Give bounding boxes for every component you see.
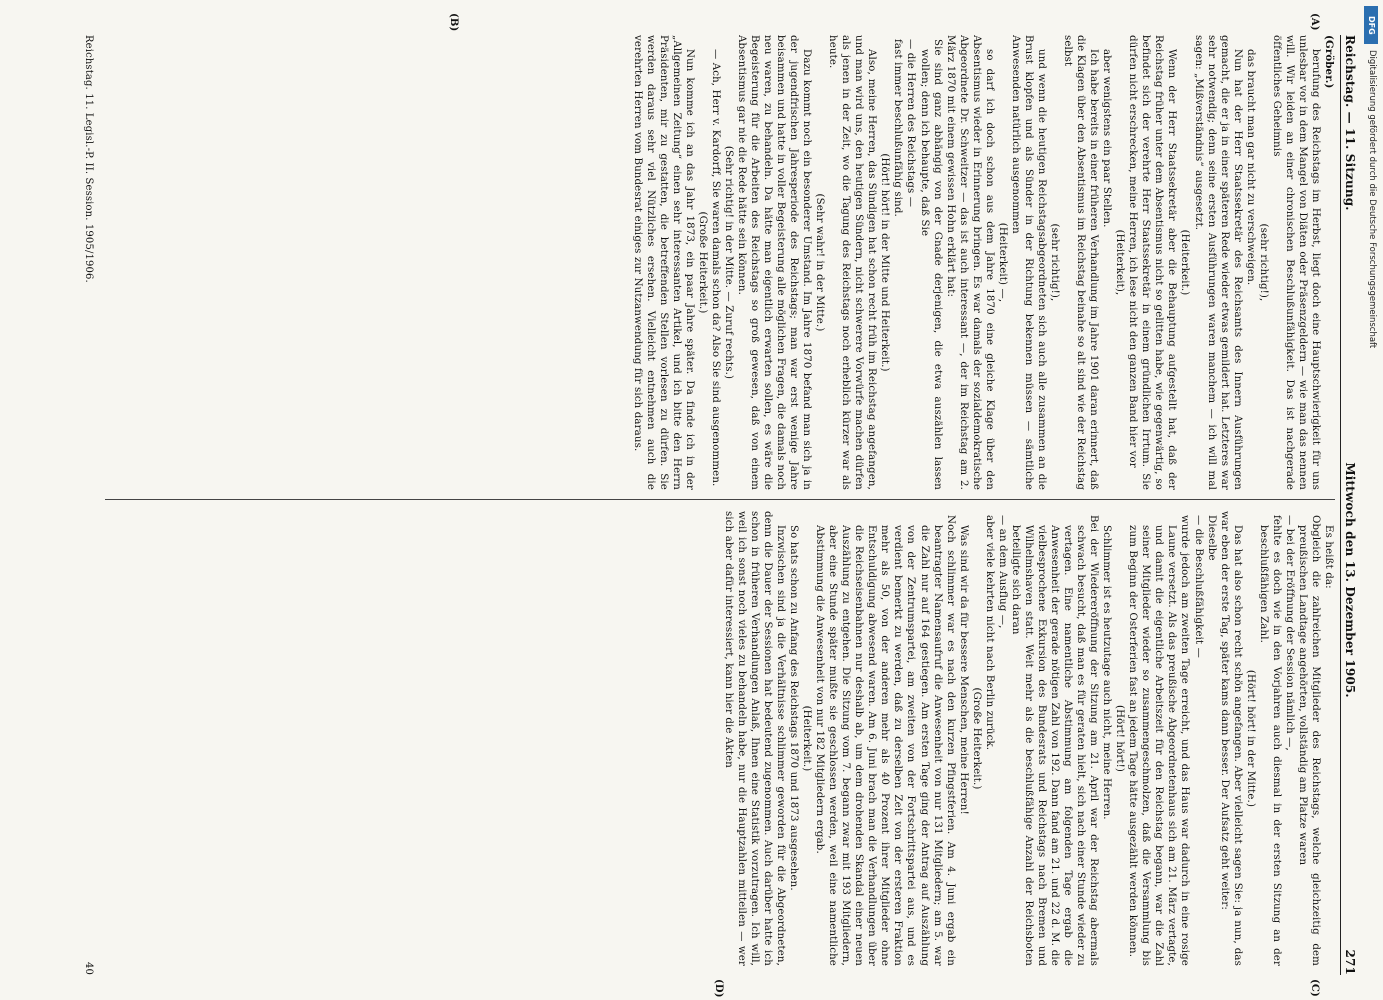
paragraph: So hats schon zu Anfang des Reichstags 1870 und 1873 ausgesehen. [788, 525, 800, 891]
paragraph: berufung des Reichstags im Herbst, liegt doch eine Hauptschwierigkeit für uns unlesbar vor in dem Mangel von Diäten oder Präsenzgeldern — wie man das nennen will. Wir leiden an einer chronischen Beschlußunfähigkeit. Das ist nachgerade öffentliches Geheimnis [1270, 35, 1321, 490]
margin-mark-c: (C) [1309, 979, 1320, 997]
interjection: (Große Heiterkeit.) [970, 687, 982, 790]
quotation-aside: — an dem Ausflug —, [996, 515, 1008, 629]
interjection: (Hört! hört!) [1114, 705, 1126, 772]
document-page [35, 13, 1365, 998]
paragraph: Was sind wir da für bessere Menschen, meine Herren! [957, 525, 969, 815]
interjection: (Große Heiterkeit.) [696, 211, 708, 314]
quotation: wurde jedoch am zweiten Tage erreicht, und das Haus war dadurch in eine rosige Laune versetzt. Als das preußische Abgeordnetenhaus sich am 21. März vertagte, und damit die eigentliche Arbeitszeit für den Reichstag begann, war die Zahl seiner Mitglieder wieder so zusammengeschmolzen, daß die Versammlung bis zum Beginn der Osterferien fast an jedem Tage hätte ausgezählt werden können. [1127, 515, 1191, 966]
page-footer [82, 35, 95, 975]
interjection: (Heiterkeit.) [801, 705, 813, 772]
interjection: (Sehr richtig! in der Mitte. — Zuruf rechts.) [722, 145, 734, 380]
paragraph: Also, meine Herren, das Sündigen hat schon recht früh im Reichstag angefangen, und man wird uns, den heutigen Sündern, nicht schwerere Vorwürfe machen dürfen als jenen in der Zeit, wo die Tagung des Reichstags noch erheblich kürzer war als heute. [827, 35, 878, 490]
quotation: Bei der Wiedereröffnung der Sitzung am 21. April war der Reichstag abermals schwach besucht, daß man es für geraten hielt, sich nach einer Stunde wieder zu vertagen. Eine namentliche Abstimmung am folgenden Tage ergab die Anwesenheit der gerade nötigen Zahl von 192. Dann fand am 21. und 22 d. M. die vielbesprochene Exkursion des Bundesrats und Reichstags nach Bremen und Wilhelmshaven statt. Weit mehr als die beschlußfähige Anzahl der Reichsboten beteiligte sich daran [1009, 515, 1100, 966]
quotation: fast immer beschlußunfähig sind. [892, 39, 904, 217]
quotation-aside: — bei der Eröffnung der Session nämlich —, [1283, 515, 1295, 751]
paragraph: — Ach, Herr v. Kardorff, Sie waren damals schon da? Also Sie sind ausgenommen. [709, 49, 721, 487]
paragraph: aber wenigstens ein paar Stellen. [1101, 49, 1113, 228]
paragraph: Nun hat der Herr Staatssekretär des Reichsamts des Innern Ausführungen gemacht, die er ja in einer späteren Rede wieder etwas gemildert hat. Letzteres war sehr notwendig; denn seine ersten Ausführungen waren manchem — ich will mal sagen: „Mißverständnis“ ausgesetzt. [1192, 35, 1243, 490]
paragraph: Inzwischen sind ja die Verhältnisse schlimmer geworden für die Abgeordneten, denn die Dauer der Sessionen hat bedeutend zugenommen. Auch darüber hatte ich schon in früheren Verhandlungen Anlaß, Ihnen eine Statistik vorzutragen. Ich will, weil ich sonst noch vieles zu behandeln habe, nur die Hauptzahlen mitteilen — wer sich aber dafür interessiert, kann hier die Akten [722, 511, 787, 966]
interjection: (Sehr wahr! in der Mitte.) [814, 193, 826, 332]
right-column [100, 511, 1335, 966]
header-rule [1340, 35, 1341, 975]
margin-mark-d: (D) [713, 979, 724, 998]
paragraph: Nun komme ich an das Jahr 1873, ein paar Jahre später. Da finde ich in der „Allgemeinen Zeitung“ einen sehr interessanten Artikel, und ich bitte den Herrn Präsidenten, mir zu gestatten, die betreffenden Stellen vorlesen zu dürfen. Sie werden daraus sehr viel Nützliches ersehen. Vielleicht entnehmen auch die verehrten Herren vom Bundesrat einiges zur Nutzanwendung für sich daraus. [631, 35, 695, 490]
paragraph: Das hat also schon recht schön angefangen. Aber vielleicht sagen Sie: ja nun, das war eben der erste Tag, später kams dann besser. Der Aufsatz geht weiter: [1218, 511, 1243, 966]
interjection: (Hört! hört! in der Mitte und Heiterkeit.) [879, 153, 891, 372]
margin-mark-a: (A) [1309, 13, 1320, 31]
interjection: (Hört! hört! in der Mitte.) [1244, 669, 1256, 808]
quotation: Obgleich die zahlreichen Mitglieder des Reichstags, welche gleichzeitig dem preußischen Landtage angehörten, vollständig am Platze waren [1296, 515, 1321, 966]
margin-mark-b: (B) [448, 13, 459, 32]
paragraph: und wenn die heutigen Reichstagsabgeordneten sich auch alle zusammen an die Brust klopfen und als Sünder in der Richtung bekennen müssen — sämtliche Anwesenden natürlich ausgenommen [1009, 35, 1047, 490]
interjection: (Heiterkeit.) [1179, 229, 1191, 296]
quotation: aber viele kehrten nicht nach Berlin zurück. [983, 515, 995, 751]
digitization-credit: Digitalisierung gefördert durch die Deutsche Forschungsgemeinschaft [1367, 50, 1377, 349]
quotation: fehlte es doch wie in den Vorjahren auch diesmal in der ersten Sitzung an der beschlußfähigen Zahl. [1257, 515, 1282, 966]
column-divider [105, 499, 1335, 500]
footer-sheet-number: 40 [83, 961, 94, 975]
quotation-aside: — die Beschlußfähigkeit — [1192, 515, 1204, 659]
paragraph: Es heißt da: [1323, 525, 1334, 589]
quotation-aside: — die Herren des Reichstags — [905, 39, 917, 208]
paragraph: so darf ich doch schon aus dem Jahre 1870 eine gleiche Klage über den Absentismus wieder in Erinnerung bringen. Es war damals der sozialdemokratische Abgeordnete Dr. Schweitzer — das ist auch interessant —, der im Reichstag am 2. März 1870 mit einem gewissen Hohn erklärt hat: [944, 35, 995, 490]
interjection: (sehr richtig!), [1257, 223, 1269, 302]
quotation: Dieselbe [1205, 515, 1217, 561]
quotation: Sie sind ganz abhängig von der Gnade derjenigen, die etwa auszählen lassen wollen; denn ich behaupte, daß Sie [918, 39, 943, 490]
interjection: (sehr richtig!), [1049, 223, 1061, 302]
header-date: Mittwoch den 13. Dezember 1905. [1343, 462, 1358, 698]
paragraph: Wenn der Herr Staatssekretär aber die Behauptung aufgestellt hat, daß der Reichstag früher unter dem Absentismus nicht so gelitten habe, wie gegenwärtig, so befindet sich der verehrte Herr Staatssekretär in einem gründlichen Irrtum. Sie dürfen nicht erschrecken, meine Herren, ich lese nicht den ganzen Band hier vor [1127, 35, 1178, 490]
interjection: (Heiterkeit), [1114, 229, 1126, 296]
footer-session: Reichstag. 11. Legisl.-P. II. Session. 1905/1906. [83, 35, 94, 283]
speaker-name: (Gröber.) [1323, 35, 1335, 89]
paragraph: Ich habe bereits in einer früheren Verhandlung im Jahre 1901 daran erinnert, daß die Klagen über den Absentismus im Reichstag beinahe so alt sind wie der Reichstag selbst [1062, 35, 1100, 490]
page-header [1343, 35, 1365, 975]
paragraph: Dazu kommt noch ein besonderer Umstand. Im Jahre 1870 befand man sich ja in der jugendfrischen Jahresperiode des Reichstags; man war erst wenige Jahre beisammen und hatte in voller Begeisterung alle möglichen Fragen, die damals noch neu waren, zu behandeln. Da hätte man eigentlich erwarten sollen, es wäre die Begeisterung für die Arbeiten des Reichstags so groß gewesen, daß von einem Absentismus gar nie die Rede hätte sein können. [735, 35, 813, 490]
left-column [100, 35, 1335, 490]
quotation: Noch schlimmer war es nach den kurzen Pfingstferien. Am 4. Juni ergab ein beantragter Namensaufruf die Anwesenheit von nur 131 Mitgliedern; am 5. war die Zahl nur auf 164 gestiegen. Am ersten Tage ging der Antrag auf Auszählung von der Zentrumspartei, am zweiten von der Fortschrittspartei aus, und es verdient bemerkt zu werden, daß zu derselben Zeit von der ersteren Fraktion mehr als 50, von der anderen mehr als 40 Prozent ihrer Mitglieder ohne Entschuldigung abwesend waren. Am 6. Juni brach man die Verhandlungen über die Reichseisenbahnen nur deshalb ab, um dem drohenden Skandal einer neuen Auszählung zu entgehen. Die Sitzung vom 7. begann zwar mit 193 Mitgliedern, aber eine Stunde später mußte sie geschlossen werden, weil eine namentliche Abstimmung die Anwesenheit von nur 182 Mitgliedern ergab. [814, 515, 956, 966]
page-number: 271 [1343, 949, 1358, 975]
interjection: (Heiterkeit) —, [996, 222, 1008, 303]
paragraph: Schlimmer ist es heutzutage auch nicht, meine Herren. [1101, 525, 1113, 820]
header-left: Reichstag. — 11. Sitzung. [1343, 35, 1358, 211]
paragraph: das braucht man gar nicht zu verschweigen. [1244, 49, 1256, 286]
dfg-logo: DFG [1364, 6, 1378, 44]
